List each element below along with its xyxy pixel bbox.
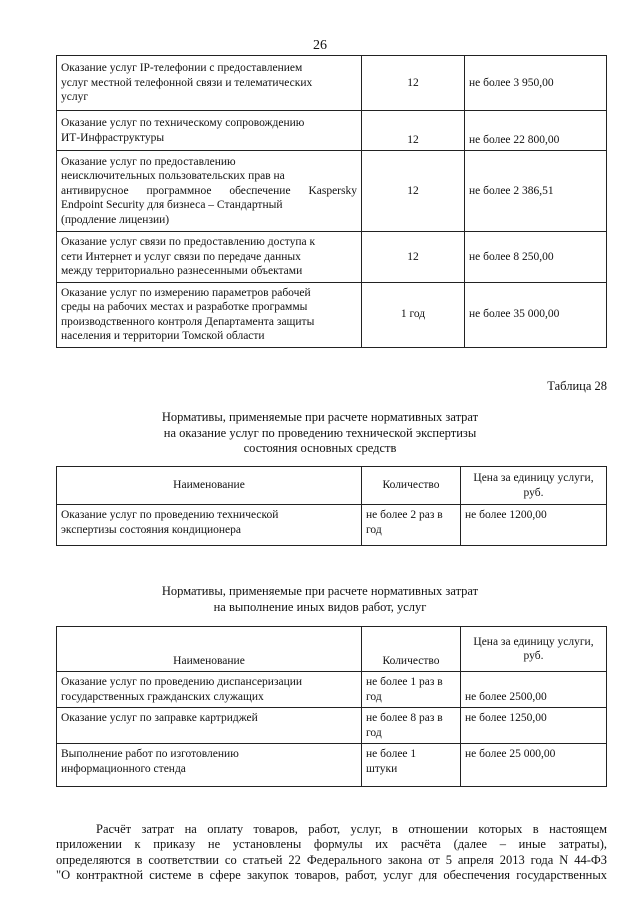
paragraph-line: приложении к приказу не установлены формулы их расчёта (далее – иные затраты), xyxy=(56,837,607,852)
name-line: Оказание услуг по проведению диспансеризации xyxy=(61,676,303,688)
table-row xyxy=(57,111,607,151)
qty-line: не более 2 раз в xyxy=(366,509,443,521)
body-paragraph xyxy=(56,822,607,883)
table-row xyxy=(57,744,607,787)
qty-line: год xyxy=(366,690,382,703)
table-caption: Таблица 28 xyxy=(547,379,607,393)
name-line: государственных гражданских служащих xyxy=(61,690,264,703)
header-quantity: Количество xyxy=(362,627,461,672)
service-name-cell xyxy=(57,232,362,283)
paragraph-line: определяются в соответствии со статьей 22 Федерального закона от 5 апреля 2013 года N 44-ФЗ xyxy=(56,852,607,867)
quantity-cell xyxy=(362,672,461,708)
price-cell: не более 3 950,00 xyxy=(465,56,607,111)
name-line: населения и территории Томской области xyxy=(61,330,265,342)
price-cell: не более 2500,00 xyxy=(461,672,607,708)
header-price xyxy=(461,467,607,505)
name-line: услуг xyxy=(61,91,89,104)
service-name-cell xyxy=(57,282,362,347)
paragraph-line: Расчёт затрат на оплату товаров, работ, услуг, в отношении которых в настоящем xyxy=(96,822,607,836)
paragraph-line: "О контрактной системе в сфере закупок товаров, работ, услуг для обеспечения государственных xyxy=(56,867,607,882)
service-name-cell xyxy=(57,505,362,546)
header-price-line: Цена за единицу услуги, xyxy=(473,635,594,648)
table29-heading xyxy=(0,584,640,615)
service-name-cell xyxy=(57,672,362,708)
name-line: среды на рабочих местах и разработке программы xyxy=(61,301,308,313)
name-line: услуг местной телефонной связи и телематических xyxy=(61,76,313,89)
name-line: Оказание услуг по проведению технической xyxy=(61,509,279,521)
name-line: экспертизы состояния кондиционера xyxy=(61,523,242,536)
name-line: Оказание услуг по измерению параметров рабочей xyxy=(61,286,311,299)
header-name: Наименование xyxy=(57,467,362,505)
header-price-line: руб. xyxy=(523,486,544,499)
qty-line: не более 1 xyxy=(366,748,417,760)
header-price-line: Цена за единицу услуги, xyxy=(473,472,594,484)
table28-heading xyxy=(0,410,640,457)
name-line: производственного контроля Департамента защиты xyxy=(61,315,315,328)
price-cell: не более 8 250,00 xyxy=(465,232,607,283)
name-line: Оказание услуг связи по предоставлению доступа к xyxy=(61,236,316,248)
table-header-row xyxy=(57,467,607,505)
name-line: ИТ-Инфраструктуры xyxy=(61,131,165,144)
price-cell: не более 35 000,00 xyxy=(465,282,607,347)
quantity-cell: 12 xyxy=(362,232,465,283)
table-header-row xyxy=(57,627,607,672)
header-name: Наименование xyxy=(57,627,362,672)
name-line: между территориально разнесенными объектами xyxy=(61,265,303,277)
services-table-top xyxy=(56,55,607,348)
service-name-cell xyxy=(57,111,362,151)
quantity-cell xyxy=(362,708,461,744)
price-cell: не более 1250,00 xyxy=(461,708,607,744)
name-line: сети Интернет и услуг связи по передаче данных xyxy=(61,250,301,263)
table-other-services xyxy=(56,626,607,787)
heading-line: на оказание услуг по проведению технической экспертизы xyxy=(163,425,477,440)
table-row xyxy=(57,505,607,546)
qty-line: не более 1 раз в xyxy=(366,676,443,688)
quantity-cell: 1 год xyxy=(362,282,465,347)
name-line: Endpoint Security для бизнеса – Стандартный xyxy=(61,199,283,212)
table-row xyxy=(57,232,607,283)
qty-line: год xyxy=(366,523,382,536)
qty-line: не более 8 раз в xyxy=(366,712,443,724)
service-name-cell xyxy=(57,744,362,787)
qty-line: штуки xyxy=(366,762,398,775)
name-line: Оказание услуг IP-телефонии с предоставлением xyxy=(61,62,303,75)
price-cell: не более 1200,00 xyxy=(461,505,607,546)
table-row xyxy=(57,672,607,708)
quantity-cell xyxy=(362,744,461,787)
name-line: (продление лицензии) xyxy=(61,213,170,226)
heading-line: Нормативы, применяемые при расчете нормативных затрат xyxy=(161,584,479,598)
name-line: неисключительных пользовательских прав на xyxy=(61,170,285,183)
table-row xyxy=(57,708,607,744)
table-row xyxy=(57,151,607,232)
price-cell: не более 2 386,51 xyxy=(465,151,607,232)
name-line: информационного стенда xyxy=(61,762,186,775)
header-price-line: руб. xyxy=(523,650,544,662)
table-row xyxy=(57,56,607,111)
name-line: Выполнение работ по изготовлению xyxy=(61,748,239,760)
heading-line: состояния основных средств xyxy=(243,441,397,455)
price-cell: не более 22 800,00 xyxy=(465,111,607,151)
name-line: Оказание услуг по заправке картриджей xyxy=(61,712,258,724)
header-quantity: Количество xyxy=(362,467,461,505)
service-name-cell xyxy=(57,708,362,744)
table28 xyxy=(56,466,607,546)
quantity-cell: 12 xyxy=(362,111,465,151)
table-row xyxy=(57,282,607,347)
quantity-cell: 12 xyxy=(362,56,465,111)
quantity-cell: 12 xyxy=(362,151,465,232)
page-number: 26 xyxy=(313,38,327,53)
name-line: Оказание услуг по предоставлению xyxy=(61,155,236,168)
name-line: Оказание услуг по техническому сопровождению xyxy=(61,117,305,129)
price-cell: не более 25 000,00 xyxy=(461,744,607,787)
service-name-cell xyxy=(57,151,362,232)
header-price xyxy=(461,627,607,672)
name-line: антивирусное программное обеспечение Kaspersky xyxy=(61,184,357,197)
heading-line: Нормативы, применяемые при расчете нормативных затрат xyxy=(161,410,479,424)
heading-line: на выполнение иных видов работ, услуг xyxy=(213,599,427,614)
qty-line: год xyxy=(366,726,382,739)
service-name-cell xyxy=(57,56,362,111)
quantity-cell xyxy=(362,505,461,546)
